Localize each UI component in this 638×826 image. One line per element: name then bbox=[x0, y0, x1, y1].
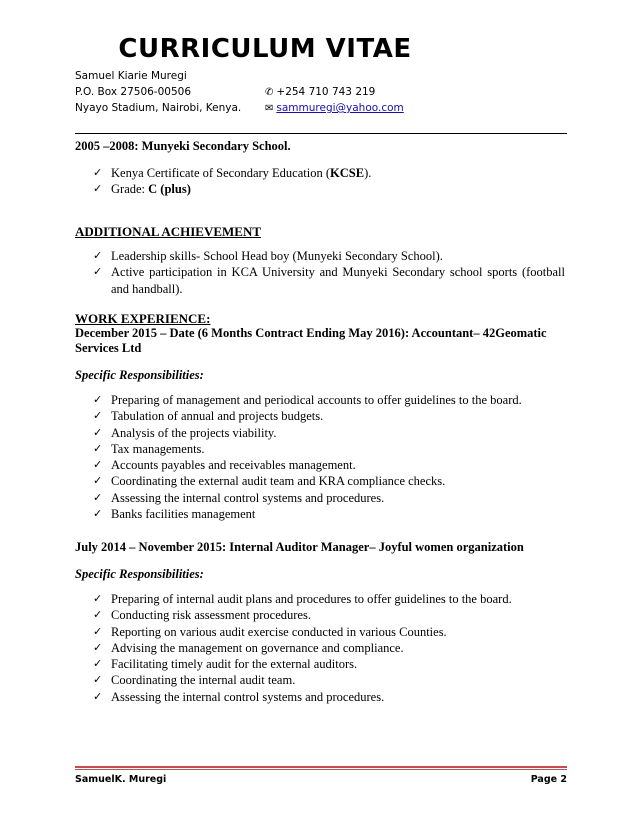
check-icon: ✓ bbox=[93, 625, 103, 638]
check-icon: ✓ bbox=[93, 593, 103, 605]
education-list bbox=[93, 165, 563, 198]
check-icon: ✓ bbox=[93, 658, 103, 671]
work-heading: WORK EXPERIENCE: bbox=[75, 311, 211, 326]
list-item: ✓ Grade: C (plus) bbox=[93, 182, 191, 197]
address: Nyayo Stadium, Nairobi, Kenya. bbox=[75, 102, 242, 114]
section-divider bbox=[75, 133, 567, 134]
list-item: ✓ Tabulation of annual and projects budgets. bbox=[93, 409, 324, 424]
list-item: ✓ Banks facilities management bbox=[93, 507, 256, 522]
check-icon: ✓ bbox=[93, 394, 103, 406]
job-title-2: July 2014 – November 2015: Internal Auditor Manager– Joyful women organization bbox=[75, 540, 524, 554]
check-icon: ✓ bbox=[93, 442, 103, 455]
job-2-subheading: Specific Responsibilities: bbox=[75, 567, 204, 581]
list-item: ✓ Assessing the internal control systems and procedures. bbox=[93, 689, 385, 704]
check-icon: ✓ bbox=[93, 475, 103, 488]
list-item: ✓ Kenya Certificate of Secondary Education (KCSE). bbox=[93, 166, 372, 180]
candidate-name: Samuel Kiarie Muregi bbox=[75, 70, 187, 82]
po-box: P.O. Box 27506-00506 bbox=[75, 86, 191, 98]
additional-list bbox=[93, 248, 565, 297]
list-item: ✓ Assessing the internal control systems and procedures. bbox=[93, 490, 385, 505]
check-icon: ✓ bbox=[93, 459, 103, 472]
page-title: CURRICULUM VITAE bbox=[118, 34, 412, 64]
list-item: ✓ Accounts payables and receivables management. bbox=[93, 458, 356, 473]
list-item: ✓ Reporting on various audit exercise conducted in various Counties. bbox=[93, 624, 447, 639]
footer-rule bbox=[75, 766, 567, 768]
list-item: ✓ Preparing of management and periodical accounts to offer guidelines to the board. bbox=[93, 393, 522, 407]
list-item: ✓ Leadership skills- School Head boy (Munyeki Secondary School). bbox=[93, 249, 443, 263]
footer-page-number: Page 2 bbox=[530, 774, 567, 785]
phone-block bbox=[265, 84, 375, 101]
list-item: ✓ Preparing of internal audit plans and procedures to offer guidelines to the board. bbox=[93, 592, 512, 606]
phone-number: +254 710 743 219 bbox=[276, 86, 376, 98]
list-item: ✓ Tax managements. bbox=[93, 441, 205, 456]
check-icon: ✓ bbox=[93, 674, 103, 687]
job-title-1: December 2015 – Date (6 Months Contract Ending May 2016): Accountant– 42Geomatic Services Ltd bbox=[75, 326, 547, 355]
contact-row-po-box bbox=[75, 84, 535, 100]
check-icon: ✓ bbox=[93, 183, 103, 196]
list-item: ✓ Conducting risk assessment procedures. bbox=[93, 608, 311, 623]
check-icon: ✓ bbox=[93, 508, 103, 521]
list-item: ✓ Coordinating the internal audit team. bbox=[93, 673, 296, 688]
list-item: ✓ Coordinating the external audit team and KRA compliance checks. bbox=[93, 474, 446, 489]
check-icon: ✓ bbox=[93, 426, 103, 439]
check-icon: ✓ bbox=[93, 410, 103, 423]
contact-row-address bbox=[75, 100, 535, 116]
check-icon: ✓ bbox=[93, 690, 103, 703]
list-item: ✓ Analysis of the projects viability. bbox=[93, 425, 277, 440]
check-icon: ✓ bbox=[93, 609, 103, 622]
list-item: ✓ Advising the management on governance and compliance. bbox=[93, 640, 404, 655]
email-icon: ✉ bbox=[265, 103, 274, 114]
footer-rule-thin bbox=[75, 769, 567, 770]
phone-icon: ✆ bbox=[265, 87, 274, 98]
email-link[interactable]: sammuregi@yahoo.com bbox=[276, 102, 404, 114]
check-icon: ✓ bbox=[93, 266, 103, 279]
check-icon: ✓ bbox=[93, 641, 103, 654]
additional-heading: ADDITIONAL ACHIEVEMENT bbox=[75, 224, 262, 239]
list-item: ✓ Facilitating timely audit for the external auditors. bbox=[93, 657, 358, 672]
check-icon: ✓ bbox=[93, 491, 103, 504]
list-item: ✓ Active participation in KCA University and Munyeki Secondary school sports (football and handball). bbox=[93, 265, 565, 296]
check-icon: ✓ bbox=[93, 167, 103, 179]
contact-row-name bbox=[75, 68, 535, 84]
check-icon: ✓ bbox=[93, 250, 103, 262]
job-1-subheading: Specific Responsibilities: bbox=[75, 368, 204, 382]
job-2-responsibilities bbox=[93, 591, 565, 705]
email-block bbox=[265, 100, 404, 117]
contact-block bbox=[75, 68, 535, 116]
education-heading: 2005 –2008: Munyeki Secondary School. bbox=[75, 139, 291, 153]
footer-author: SamuelK. Muregi bbox=[75, 774, 167, 785]
job-1-responsibilities bbox=[93, 392, 565, 522]
